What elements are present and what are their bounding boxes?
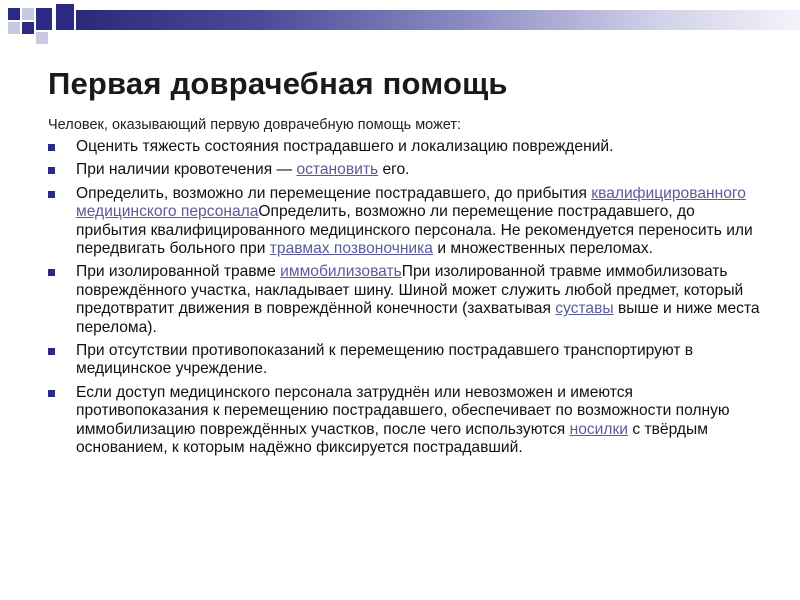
bullet-square-icon <box>48 191 55 198</box>
bullet-text: Определить, возможно ли перемещение пострадавшего, до прибытия квалифицированного медицинского персонала. Не рекомендуется переносить или передвигать больного при <box>76 203 753 258</box>
header-decoration <box>0 0 800 48</box>
bullet-text: При изолированной травме иммобилизовать повреждённого участка, накладывает шину. Шиной может служить любой предмет, который предотвратит движения в повреждённой конечности (захватывая <box>76 263 744 318</box>
inline-link[interactable]: травмах позвоночника <box>269 240 433 258</box>
bullet-square-icon <box>48 269 55 276</box>
bullet-text: Оценить тяжесть состояния пострадавшего и локализацию повреждений. <box>76 138 614 155</box>
inline-link[interactable]: иммобилизовать <box>280 263 402 281</box>
bullet-item <box>48 138 768 156</box>
decor-square <box>36 32 48 44</box>
slide-intro: Человек, оказывающий первую доврачебную помощь может: <box>48 117 462 133</box>
inline-link[interactable]: носилки <box>569 420 629 438</box>
bullet-item <box>48 161 768 179</box>
header-gradient-bar <box>76 10 800 30</box>
inline-link[interactable]: квалифицированного медицинского персонала <box>76 184 746 221</box>
bullet-square-icon <box>48 167 55 174</box>
bullet-text: его. <box>378 161 410 179</box>
bullet-square-icon <box>48 144 55 151</box>
decor-square <box>22 22 34 34</box>
decor-square <box>8 22 20 34</box>
bullet-list <box>48 138 768 463</box>
bullet-text: Определить, возможно ли перемещение пострадавшего, до прибытия <box>76 184 592 202</box>
bullet-text: Если доступ медицинского персонала затруднён или невозможен и имеются противопоказания к перемещению пострадавшего, обеспечивает по возможности полную иммобилизацию повреждённых участков, после чего используются <box>76 383 730 438</box>
inline-link[interactable]: суставы <box>555 300 614 318</box>
bullet-text: с твёрдым основанием, к которым надёжно фиксируется пострадавший. <box>76 420 708 457</box>
slide-title: Первая доврачебная помощь <box>48 66 508 101</box>
inline-link[interactable]: остановить <box>296 161 379 179</box>
bullet-square-icon <box>48 390 55 397</box>
decor-square <box>56 4 74 30</box>
bullet-text: При изолированной травме <box>76 263 281 281</box>
decor-square <box>22 8 34 20</box>
bullet-text: При отсутствии противопоказаний к перемещению пострадавшего транспортируют в медицинское учреждение. <box>76 342 694 378</box>
decor-square <box>8 8 20 20</box>
bullet-text: и множественных переломах. <box>432 240 653 258</box>
decor-square <box>36 8 52 30</box>
bullet-text: выше и ниже места перелома). <box>76 300 760 336</box>
bullet-text: При наличии кровотечения — <box>76 161 297 179</box>
bullet-item <box>48 185 768 259</box>
bullet-item <box>48 263 768 337</box>
bullet-item <box>48 384 768 458</box>
bullet-item <box>48 342 768 379</box>
bullet-square-icon <box>48 348 55 355</box>
